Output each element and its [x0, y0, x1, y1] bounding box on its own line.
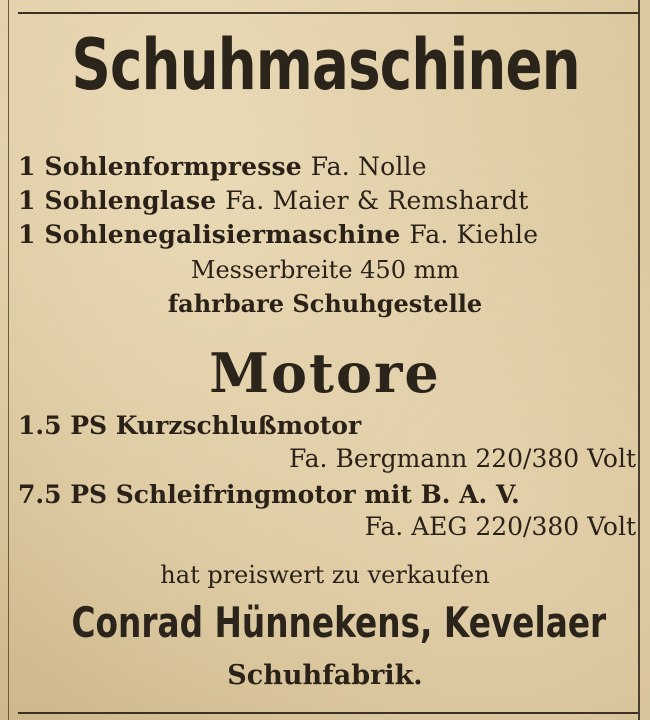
motor-maker: Fa. Bergmann 220/380 Volt [289, 444, 636, 473]
headline: Schuhmaschinen [71, 24, 580, 106]
sale-text: hat preiswert zu verkaufen [160, 561, 490, 589]
item-label: 1 Sohlenformpresse [18, 152, 302, 181]
detail-line: Messerbreite 450 mm [190, 256, 460, 284]
item-row [18, 188, 528, 213]
seller-type: Schuhfabrik. [227, 660, 423, 691]
bottom-rule [18, 712, 638, 714]
seller-name: Conrad Hünnekens, Kevelaer [71, 598, 607, 647]
motor-label: 1.5 PS Kurzschlußmotor [18, 411, 362, 440]
item-maker: Fa. Nolle [310, 152, 427, 181]
item-maker: Fa. Maier & Remshardt [225, 186, 529, 215]
item-label: 1 Sohlenegalisiermaschine [18, 220, 401, 249]
motore-heading: Motore [209, 341, 441, 405]
motor-maker: Fa. AEG 220/380 Volt [364, 512, 636, 541]
item-label: 1 Sohlenglase [18, 186, 217, 215]
item-row [18, 222, 538, 247]
top-rule [18, 12, 638, 14]
extra-line: fahrbare Schuhgestelle [167, 289, 483, 318]
item-maker: Fa. Kiehle [409, 220, 539, 249]
motor-label: 7.5 PS Schleifringmotor mit B. A. V. [18, 480, 520, 509]
item-row [18, 154, 427, 179]
